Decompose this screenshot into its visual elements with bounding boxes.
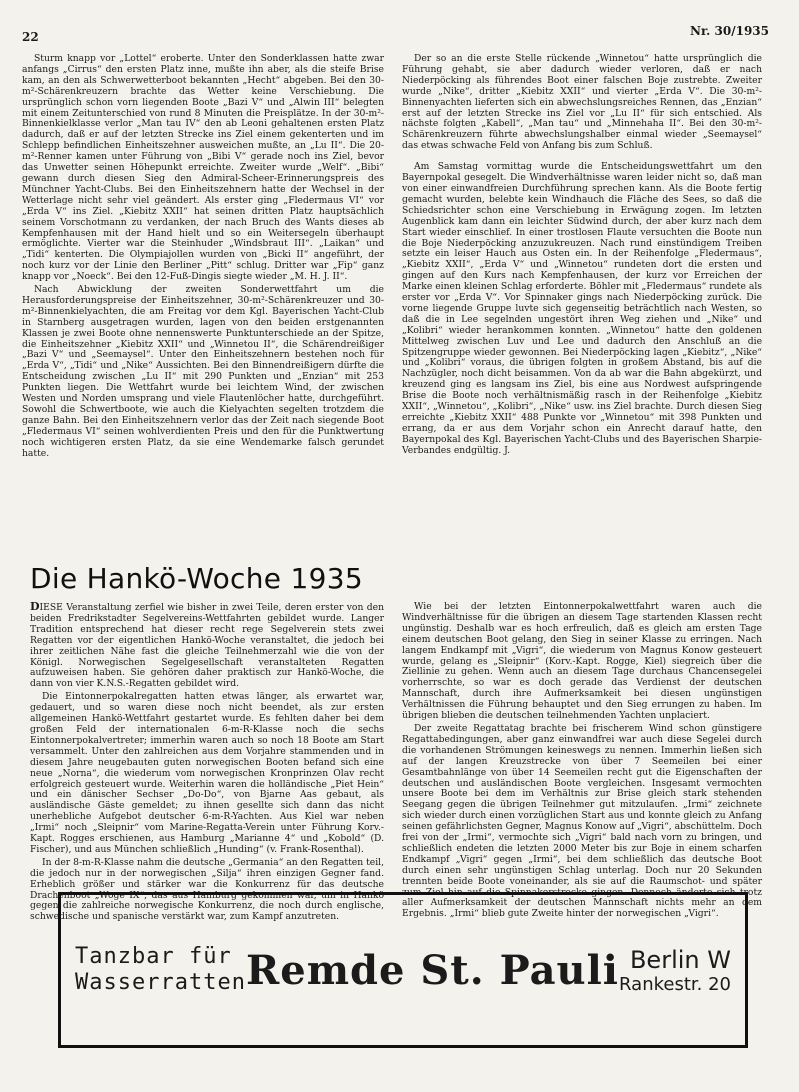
ad-brand-name: Remde St. Pauli	[246, 946, 619, 994]
ad-address	[619, 946, 731, 995]
article-title: Die Hankö-Woche 1935	[30, 562, 363, 595]
bottom-left-column	[30, 600, 384, 923]
bottom-right-column	[402, 601, 762, 920]
paragraph-text: IESE Veranstaltung zerfiel wie bisher in zwei Teile, deren erster von den beiden Fredrikstadter Segelvereins-Wettfahrten gebildet wurde. Langer Tradition entsprechend hat dieser recht rege Segelverein stets zwei Regatten vor der eigentlichen Hankö-Woche veranstaltet, die jedoch bei ihrer zeitlichen Nähe fast die gleiche Teilnehmerzahl wie die von der Königl. Norwegischen Segelgesellschaft veranstalteten Regatten aufzuweisen haben. Sie gehören daher praktisch zur Hankö-Woche, die dann von vier K.N.S.-Regatten gebildet wird.	[30, 602, 384, 690]
paragraph: In der 8-m-R-Klasse nahm die deutsche „Germania“ an den Regatten teil, die jedoch nur in der norwegischen „Silja“ ihren einzigen Gegner fand. Erheblich größer und stärker war die Konkurrenz für das deutsche Drachenboot „Woge IX“, das aus Hamburg gekommen war, um in Hankö gegen die zahlreiche norwegische Konkurrenz, die noch durch englische, schwedische und spanische verstärkt war, zum Kampf anzutreten.	[30, 856, 384, 923]
paragraph: Sturm knapp vor „Lottel“ eroberte. Unter den Sonderklassen hatte zwar anfangs „Cirrus“ den ersten Platz inne, mußte ihn aber, als die steife Brise kam, an den als Schwerwetterboot bekannten „Hecht“ abgeben. Bei den 30-m²-Schärenkreuzern brachte das Wetter keine Verschiebung. Die ursprünglich schon vorn liegenden Boote „Bazi V“ und „Alwin III“ belegten mit einem Zeitunterschied von rund 8 Minuten die Preisplätze. In der 30-m²-Binnenkielklasse verlor „Man tau IV“ den ab Leoni gehaltenen ersten Platz dadurch, daß er auf der letzten Strecke ins Ziel einem gekenterten und im Schlepp befindlichen Einheitszehner ausweichen mußte, an „Lu II“. Die 20-m²-Renner kamen unter Führung von „Bibi V“ gerade noch ins Ziel, bevor das Unwetter seinen Höhepunkt erreichte. Zweiter wurde „Welf“. „Bibi“ gewann durch diesen Sieg den Admiral-Scheer-Erinnerungspreis des Münchner Yacht-Clubs. Bei den Einheitszehnern hatte der Wechsel in der Wetterlage nicht sehr viel geändert. Als erster ging „Fledermaus VI“ vor „Erda V“ ins Ziel. „Kiebitz XXII“ hat seinen dritten Platz hauptsächlich seinem Vorschotmann zu verdanken, der nach Bruch des Wants dieses ab Kempfenhausen mit der Hand hielt und so ein Weitersegeln überhaupt ermöglichte. Vierter war die Steinhuder „Windsbraut III“. „Laikan“ und „Tidi“ kenterten. Die Olympiajollen wurden von „Bicki II“ angeführt, der noch kurz vor der Linie den Berliner „Pitt“ schlug. Dritter war „Fip“ ganz knapp vor „Noeck“. Bei den 12-Fuß-Dingis siegte wieder „M. H. J. II“.	[22, 53, 384, 283]
ad-city: Berlin W	[629, 945, 731, 974]
ad-tagline-line1: Tanzbar für	[75, 944, 232, 969]
paragraph: Der so an die erste Stelle rückende „Winnetou“ hatte ursprünglich die Führung gehabt, sie aber dadurch wieder verloren, daß er nach Niederpöcking als führendes Boot einer falschen Boje zustrebte. Zweiter wurde „Nike“, dritter „Kiebitz XXII“ und vierter „Erda V“. Die 30-m²-Binnenyachten lieferten sich ein abwechslungsreiches Rennen, das „Enzian“ erst auf der letzten Strecke ins Ziel vor „Lu II“ für sich entschied. Als nächste folgten „Kabell“, „Man tau“ und „Minnehaha II“. Bei den 30-m²-Schärenkreuzern führte abwechslungshalber einmal wieder „Seemaysel“ das etwas schwache Feld von Anfang bis zum Schluß.	[402, 53, 762, 152]
paragraph: Die Eintonnerpokalregatten hatten etwas länger, als erwartet war, gedauert, und so waren diese noch nicht beendet, als zur ersten allgemeinen Hankö-Wettfahrt gestartet wurde. Es fehlten daher bei dem großen Feld der internationalen 6-m-R-Klasse noch die sechs Eintonnerpokalvertreter; immerhin waren auch so noch 18 Boote am Start versammelt. Unter den zahlreichen aus dem Vorjahre stammenden und in diesem Jahre neugebauten guten norwegischen Booten befand sich eine neue „Norna“, die wiederum vom norwegischen Kronprinzen Olav recht erfolgreich gesteuert wurde. Weiterhin waren die holländische „Piet Hein“ und ein dänischer Sechser „Do-Do“, von Bjarne Aas gebaut, als ausländische Gäste gemeldet; zu ihnen gesellte sich dann das nicht unerhebliche Aufgebot deutscher 6-m-R-Yachten. Aus Kiel war neben „Irmi“ noch „Sleipnir“ vom Marine-Regatta-Verein unter Führung Korv.-Kapt. Rogges erschienen, aus Hamburg „Marianne 4“ und „Kobold“ (D. Fischer), und aus München schließlich „Hunding“ (v. Frank-Rosenthal).	[30, 691, 384, 855]
drop-cap: D	[30, 600, 40, 613]
advertisement	[58, 892, 748, 1048]
top-right-column	[402, 54, 762, 540]
paragraph: Am Samstag vormittag wurde die Entscheidungswettfahrt um den Bayernpokal gesegelt. Die Windverhältnisse waren leider nicht so, daß man von einer einwandfreien Durchführung sprechen kann. Als die Boote fertig gemacht wurden, belebte kein Windhauch die Fläche des Sees, so daß die Schiedsrichter schon eine Verschiebung in Erwägung zogen. Im letzten Augenblick kam dann ein leichter Südwind durch, der aber kurz nach dem Start wieder einschlief. In einer trostlosen Flaute versuchten die Boote nun die Boje Niederpöcking anzuzukreuzen. Nach rund einstündigem Treiben setzte ein leiser Hauch aus Osten ein. In der Reihenfolge „Fledermaus“, „Kiebitz XXII“, „Erda V“ und „Winnetou“ rundeten dort die ersten und gingen auf den Kurs nach Kempfenhausen, der kurz vor Erreichen der Marke einen kleinen Schlag erforderte. Böhler mit „Fledermaus“ rundete als erster vor „Erda V“. Vor Spinnaker gings nach Niederpöcking zurück. Die vorne liegende Gruppe luvte sich gegenseitig beträchtlich nach Westen, so daß die in Lee segelnden ungestört ihren Weg ziehen und „Nike“ und „Kolibri“ wieder herankommen konnten. „Winnetou“ hatte den goldenen Mittelweg zwischen Luv und Lee und dadurch den Anschluß an die Spitzengruppe wieder gewonnen. Bei Niederpöcking lagen „Kiebitz“, „Nike“ und „Kolibri“ voraus, die übrigen folgten in großem Abstand, bis auf die Nachzügler, noch dicht beisammen. Von da ab war die Bahn abgekürzt, und kreuzend ging es langsam ins Ziel, bis eine aus Nordwest aufspringende Brise die Boote noch verhältnismäßig rasch in der Reihenfolge „Kiebitz XXII“, „Winnetou“, „Kolibri“, „Nike“ usw. ins Ziel brachte. Durch diesen Sieg erreichte „Kiebitz XXII“ 488 Punkte vor „Winnetou“ mit 398 Punkten und errang, da er aus dem Vorjahr schon ein Anrecht darauf hatte, den Bayernpokal des Kgl. Bayerischen Yacht-Clubs und des Bayerischen Sharpie-Verbandes endgültig. J.	[402, 161, 762, 456]
issue-number: Nr. 30/1935	[689, 24, 769, 38]
top-left-column	[22, 54, 384, 540]
paragraph: Nach Abwicklung der zweiten Sonderwettfahrt um die Herausforderungspreise der Einheitszehner, 30-m²-Schärenkreuzer und 30-m²-Binnenkielyachten, die am Freitag vor dem Kgl. Bayerischen Yacht-Club in Starnberg ausgetragen wurden, lagen von den beiden erstgenannten Klassen je zwei Boote ohne nennenswerte Punktunterschiede an der Spitze, die Einheitszehner „Kiebitz XXII“ und „Winnetou II“, die Schärendreißiger „Bazi V“ und „Seemaysel“. Unter den Einheitszehnern bestehen noch für „Erda V“, „Tidi“ und „Nike“ Aussichten. Bei den Binnendreißigern dürfte die Entscheidung zwischen „Lu II“ mit 290 Punkten und „Enzian“ mit 253 Punkten liegen. Die Wettfahrt wurde bei leichtem Wind, der zwischen Westen und Norden umsprang und viele Flautenlöcher hatte, durchgeführt. Sowohl die Schwertboote, wie auch die Kielyachten segelten trotzdem die ganze Bahn. Bei den Einheitszehnern verlor das der Zeit nach siegende Boot „Fledermaus VI“ seinen wohlverdienten Preis und den für die Punktwertung noch wichtigeren ersten Platz, da sie eine Wendemarke falsch gerundet hatte.	[22, 284, 384, 459]
paragraph	[30, 602, 384, 690]
ad-tagline	[75, 944, 246, 996]
paragraph: Wie bei der letzten Eintonnerpokalwettfahrt waren auch die Windverhältnisse für die übrigen an diesem Tage startenden Klassen recht ungünstig. Deshalb war es hoch erfreulich, daß es gleich am ersten Tage einem deutschen Boot gelang, den Sieg in seiner Klasse zu erringen. Nach langem Endkampf mit „Vigri“, die wiederum von Magnus Konow gesteuert wurde, gelang es „Sleipnir“ (Korv.-Kapt. Rogge, Kiel) siegreich über die Ziellinie zu gehen. Wenn auch an diesem Tage durchaus Chancensegelei vorherrschte, so war es doch gerade das Verdienst der deutschen Mannschaft, durch ihre Aufmerksamkeit bei diesen ungünstigen Verhältnissen die Führung behauptet und den Sieg errungen zu haben. Im übrigen blieben die deutschen teilnehmenden Yachten unplaciert.	[402, 601, 762, 722]
paragraph: Der zweite Regattatag brachte bei frischerem Wind schon günstigere Regattabedingungen, aber ganz einwandfrei war auch diese Segelei durch die vorhandenen Strömungen keineswegs zu nennen. Immerhin ließen sich auf der langen Kreuzstrecke von über 7 Seemeilen bei einer Gesamtbahnlänge von über 14 Seemeilen recht gut die Eigenschaften der deutschen und ausländischen Boote vergleichen. Insgesamt vermochten unsere Boote bei dem im Verhältnis zur Brise gleich stark stehenden Seegang gegen die übrigen Teilnehmer gut mitzulaufen. „Irmi“ zeichnete sich wieder durch einen vorzüglichen Start aus und konnte gleich zu Anfang seinen gefährlichsten Gegner, Magnus Konow auf „Vigri“, abschüttelm. Doch frei von der „Irmi“, vermochte sich „Vigri“ bald nach vorn zu bringen, und schließlich endeten die letzten 2000 Meter bis zur Boje in einem scharfen Endkampf „Vigri“ gegen „Irmi“, bei dem schließlich das deutsche Boot durch einen sehr ungünstigen Schlag unterlag. Doch nur 20 Sekunden trennten beide Boote voneinander, als sie auf die Raumschot- und später zum Ziel hin auf die Spinnakerstrecke gingen. Dennoch änderte sich trotz aller Aufmerksamkeit der deutschen Mannschaft nichts mehr an dem Ergebnis. „Irmi“ blieb gute Zweite hinter der norwegischen „Vigri“.	[402, 722, 762, 920]
ad-tagline-line2: Wasserratten	[75, 970, 246, 995]
page-number: 22	[22, 30, 39, 44]
ad-street: Rankestr. 20	[619, 973, 731, 995]
